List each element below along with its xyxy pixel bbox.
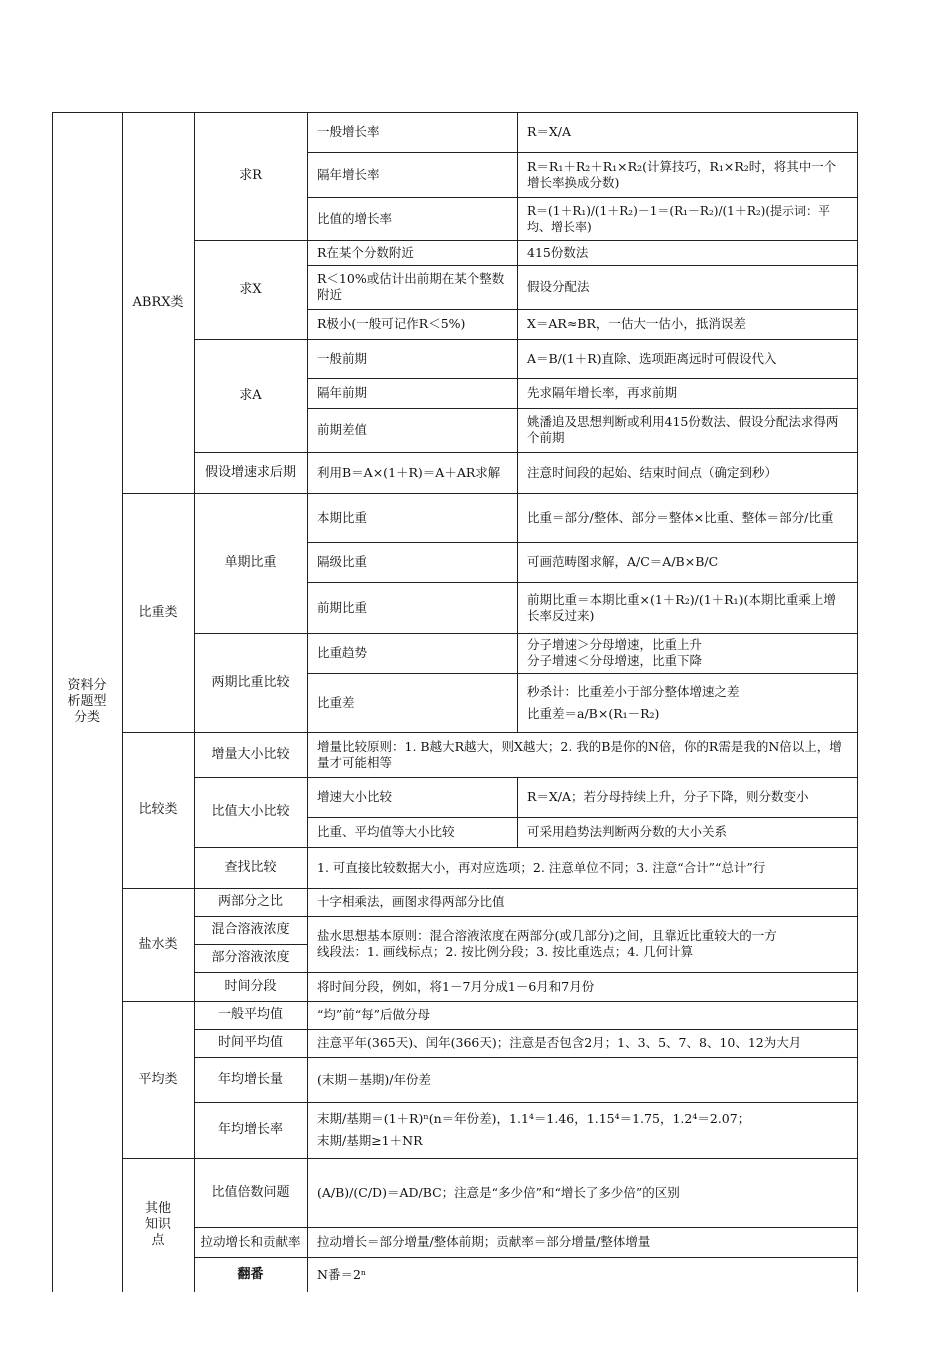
sub-shijian-pj: 时间平均值: [217, 1035, 283, 1050]
knowledge-table: [52, 112, 859, 1292]
sub-zengliang: 增量大小比较: [211, 746, 290, 762]
content-b2: 可采用趋势法判断两分数的大小关系: [527, 824, 728, 839]
content-liangbufen: 十字相乘法，画图求得两部分比值: [317, 894, 505, 909]
item-a3: 前期差值: [317, 422, 368, 437]
content-r3: R＝(1＋R₁)/(1＋R₂)－1＝(R₁－R₂)/(1＋R₂)(提示词：平均、增长率): [527, 203, 831, 234]
sub-hunhe: 混合溶液浓度: [211, 922, 290, 937]
content-x3: X＝AR≈BR，一估大一估小，抵消误差: [527, 316, 746, 331]
content-pj4-line1: 末期/基期＝(1＋R)ⁿ(n＝年份差)，1.1⁴＝1.46，1.15⁴＝1.75，1.2⁴＝2.07；: [317, 1111, 751, 1126]
content-qt1: (A/B)/(C/D)＝AD/BC；注意是“多少倍”和“增长了多少倍”的区别: [317, 1184, 680, 1200]
sub-beishu: 比值倍数问题: [211, 1184, 290, 1200]
sub-ladong: 拉动增长和贡献率: [200, 1234, 301, 1249]
item-js: 利用B＝A×(1＋R)＝A＋AR求解: [317, 464, 501, 480]
content-l1: [517, 633, 857, 673]
sub-nianjun-zlv: 年均增长率: [217, 1122, 283, 1137]
item-r1: 一般增长率: [317, 124, 380, 139]
content-l2-formula: 比重差＝a/B×(R₁－R₂): [527, 705, 660, 721]
item-d1: 本期比重: [317, 509, 368, 525]
category-bijiao: 比较类: [138, 802, 178, 817]
content-a3: 姚潘追及思想判断或利用415份数法、假设分配法求得两个前期: [527, 414, 839, 445]
item-x2: R＜10%或估计出前期在某个整数附近: [317, 271, 505, 302]
content-l1-down: 分子增速＜分母增速，比重下降: [527, 653, 703, 668]
category-qita: 其他知识点: [144, 1201, 171, 1248]
sub-fanfan: 翻番: [237, 1266, 264, 1282]
sub-bizhi: 比值大小比较: [211, 804, 290, 819]
content-x2: 假设分配法: [527, 279, 590, 294]
content-pj4: [307, 1102, 857, 1158]
content-zengliang: 增量比较原则：1. B越大R越大，则X越大；2. 我的B是你的N倍，你的R需是我的N倍以上，增量才可能相等: [317, 738, 842, 770]
content-a2: 先求隔年增长率，再求前期: [527, 385, 678, 400]
sub-qiu-a: 求A: [239, 387, 262, 403]
sub-liangqi: 两期比重比较: [211, 674, 290, 690]
item-a2: 隔年前期: [317, 385, 368, 400]
content-qt2: 拉动增长＝部分增量/整体前期；贡献率＝部分增量/整体增量: [317, 1234, 651, 1249]
content-yanshui-rule: 盐水思想基本原则：混合溶液浓度在两部分(或几部分)之间，且靠近比重较大的一方: [317, 928, 777, 943]
content-x1: 415份数法: [527, 244, 589, 260]
table-title: 资料分析题型分类: [67, 678, 107, 725]
category-pingjun: 平均类: [138, 1071, 178, 1087]
category-abrx: ABRX类: [132, 294, 184, 310]
category-yanshui: 盐水类: [138, 936, 178, 952]
item-b1: 增速大小比较: [317, 789, 393, 804]
item-l1: 比重趋势: [317, 645, 368, 660]
sub-shijian: 时间分段: [224, 978, 277, 994]
item-r3: 比值的增长率: [317, 210, 393, 226]
sub-yiban-pj: 一般平均值: [217, 1007, 283, 1022]
content-d3: 前期比重＝本期比重×(1＋R₂)/(1＋R₁)(本期比重乘上增长率反过来): [527, 591, 836, 623]
content-l1-up: 分子增速＞分母增速，比重上升: [527, 637, 703, 652]
content-a1: A＝B/(1＋R)直除、选项距离远时可假设代入: [527, 350, 777, 366]
content-pj4-line2: 末期/基期≥1＋NR: [317, 1133, 423, 1148]
sub-jiashe: 假设增速求后期: [204, 464, 296, 480]
item-x1: R在某个分数附近: [317, 244, 414, 260]
category-bizhong: 比重类: [138, 604, 178, 620]
content-d1: 比重＝部分/整体、部分＝整体×比重、整体＝部分/比重: [527, 509, 834, 525]
content-pj3: (末期－基期)/年份差: [317, 1071, 431, 1087]
content-yanshui-method: 线段法：1. 画线标点；2. 按比例分段；3. 按比重选点；4. 几何计算: [317, 944, 694, 959]
sub-bufen: 部分溶液浓度: [211, 950, 290, 965]
sub-danqi: 单期比重: [224, 555, 277, 570]
content-r2: R＝R₁＋R₂＋R₁×R₂(计算技巧，R₁×R₂时，将其中一个增长率换成分数): [527, 158, 837, 190]
content-yanshui: [307, 916, 857, 972]
content-js: 注意时间段的起始、结束时间点（确定到秒）: [527, 464, 778, 480]
content-l2-tip: 秒杀计：比重差小于部分整体增速之差: [527, 683, 740, 699]
item-a1: 一般前期: [317, 350, 368, 366]
content-r1: R＝X/A: [527, 124, 572, 139]
item-x3: R极小(一般可记作R＜5%): [317, 316, 466, 331]
content-pj1: “均”前“每”后做分母: [317, 1007, 431, 1022]
item-b2: 比重、平均值等大小比较: [317, 824, 455, 839]
content-pj2: 注意平年(365天)、闰年(366天)；注意是否包含2月；1、3、5、7、8、10、12为大月: [317, 1035, 802, 1050]
content-shijian: 将时间分段，例如，将1－7月分成1－6月和7月份: [317, 978, 595, 994]
sub-qiu-r: 求R: [239, 168, 262, 183]
sub-chazhao: 查找比较: [224, 859, 277, 875]
content-qt3: N番＝2ⁿ: [317, 1266, 367, 1282]
content-chazhao: 1. 可直接比较数据大小，再对应选项；2. 注意单位不同；3. 注意“合计”“总计”行: [317, 859, 766, 875]
content-d2: 可画范畴图求解，A/C＝A/B×B/C: [527, 554, 719, 569]
sub-liangbufen: 两部分之比: [217, 894, 283, 909]
sub-nianjun-zl: 年均增长量: [217, 1071, 283, 1087]
sub-qiu-x: 求X: [239, 281, 262, 297]
content-l2: [517, 673, 857, 732]
item-d2: 隔级比重: [317, 554, 368, 569]
item-l2: 比重差: [317, 694, 355, 710]
item-r2: 隔年增长率: [317, 166, 380, 182]
content-b1: R＝X/A；若分母持续上升，分子下降，则分数变小: [527, 789, 809, 804]
item-d3: 前期比重: [317, 599, 368, 615]
